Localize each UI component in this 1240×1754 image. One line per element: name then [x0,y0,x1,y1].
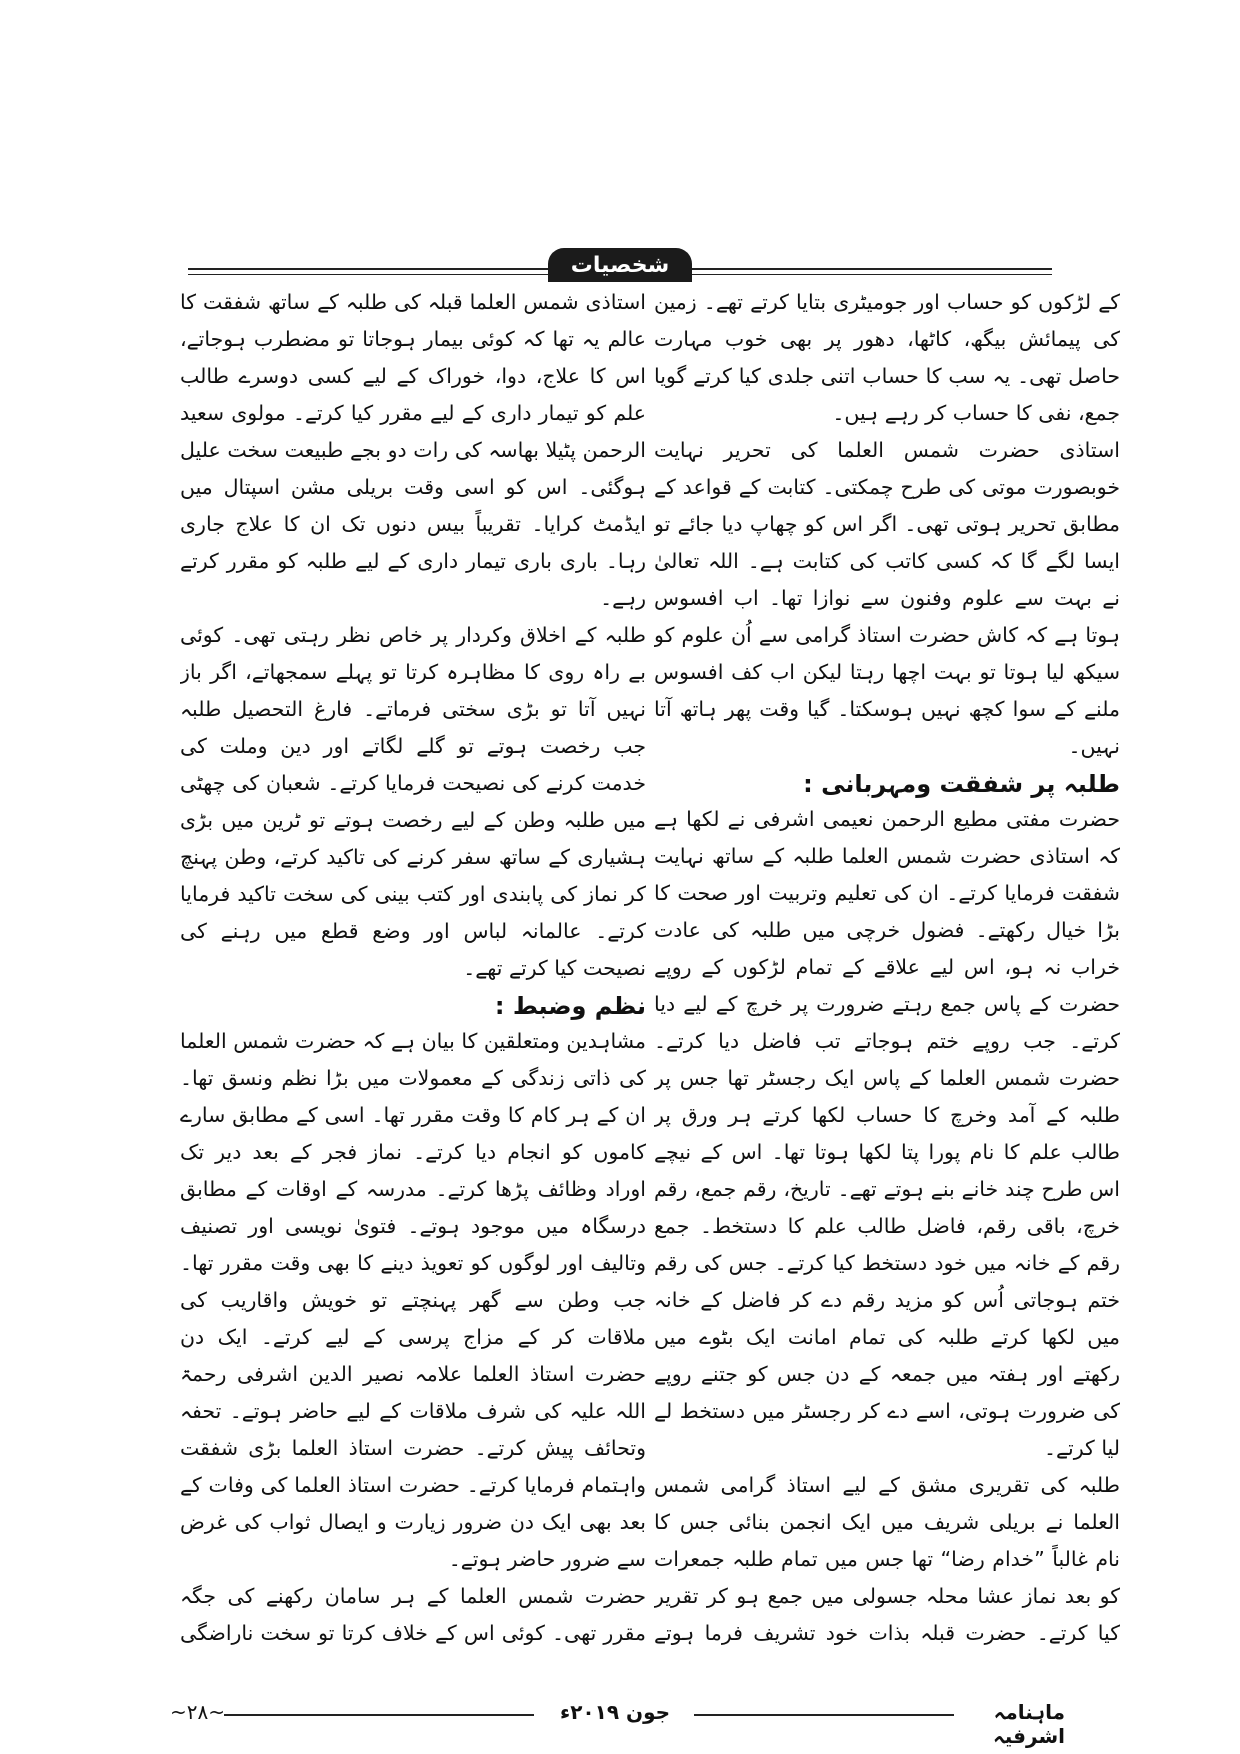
footer-magazine-name: ماہنامہ اشرفیہ [993,1700,1065,1748]
header-rule-right [692,268,1052,270]
paragraph: استاذی شمس العلما قبلہ کی طلبہ کے ساتھ شفقت کا عالم یہ تھا کہ کوئی بیمار ہوجاتا تو مضطرب ہوجاتے، اس کا علاج، دوا، خوراک کے لیے کسی دوسرے طالب علم کو تیمار داری کے لیے مقرر کیا کرتے۔ مولوی سعید الرحمن پٹیلا بھاسہ کی رات دو بجے طبیعت سخت علیل ہوگئی۔ اس کو اسی وقت بریلی مشن اسپتال میں ایڈمٹ کرایا۔ تقریباً بیس دنوں تک ان کا علاج جاری رہا۔ باری باری تیمار داری کے لیے طلبہ کو مقرر کرتے رہے۔ [180,290,646,610]
header-rule-right-thin [692,274,1052,275]
paragraph: طلبہ کے اخلاق وکردار پر خاص نظر رہتی تھی۔ کوئی بے راہ روی کا مظاہرہ کرتا تو پہلے سمجھاتے، اگر باز نہیں آتا تو بڑی سختی فرماتے۔ فارغ التحصیل طلبہ جب رخصت ہوتے تو گلے لگاتے اور دین وملت کی خدمت کرنے کی نصیحت فرمایا کرتے۔ شعبان کی چھٹی میں طلبہ وطن کے لیے رخصت ہوتے تو ٹرین میں بڑی ہشیاری کے ساتھ سفر کرنے کی تاکید کرتے، وطن پہنچ کر نماز کی پابندی اور کتب بینی کی سخت تاکید فرمایا کرتے۔ عالمانہ لباس اور وضع قطع میں رہنے کی نصیحت کیا کرتے تھے۔ [180,623,646,980]
paragraph: استاذی حضرت شمس العلما کی تحریر نہایت خوبصورت موتی کی طرح چمکتی۔ کتابت کے قواعد کے مطابق تحریر ہوتی تھی۔ اگر اس کو چھاپ دیا جائے تو ایسا لگے گا کہ کسی کاتب کی کتابت ہے۔ اللہ تعالیٰ نے بہت سے علوم وفنون سے نوازا تھا۔ اب افسوس ہوتا ہے کہ کاش حضرت استاذ گرامی سے اُن علوم کو سیکھ لیا ہوتا تو بہت اچھا رہتا لیکن اب کف افسوس ملنے کے سوا کچھ نہیں ہوسکتا۔ گیا وقت پھر ہاتھ آتا نہیں۔ [654,438,1120,758]
section-title: شخصیات [548,248,692,282]
paragraph: طلبہ کی تقریری مشق کے لیے استاذ گرامی شمس العلما نے بریلی شریف میں ایک انجمن بنائی جس کا نام غالباً ”خدام رضا“ تھا جس میں تمام طلبہ جمعرات کو بعد نماز عشا محلہ جسولی میں جمع ہو کر تقریر کیا کرتے۔ حضرت قبلہ بذات خود تشریف فرما ہوتے [654,1473,1120,1645]
right-column [654,284,1120,1654]
paragraph: مشاہدین ومتعلقین کا بیان ہے کہ حضرت شمس العلما کی ذاتی زندگی کے معمولات میں بڑا نظم ونسق تھا۔ ان کے ہر کام کا وقت مقرر تھا۔ اسی کے مطابق سارے کاموں کو انجام دیا کرتے۔ نماز فجر کے بعد دیر تک اوراد وظائف پڑھا کرتے۔ مدرسہ کے اوقات کے مطابق درسگاہ میں موجود ہوتے۔ فتویٰ نویسی اور تصنیف وتالیف اور لوگوں کو تعویذ دینے کا بھی وقت مقرر تھا۔ جب وطن سے گھر پہنچتے تو خویش واقاریب کی ملاقات کر کے مزاج پرسی کے لیے کرتے۔ ایک دن حضرت استاذ العلما علامہ نصیر الدین اشرفی رحمۃ اللہ علیہ کی شرف ملاقات کے لیے حاضر ہوتے۔ تحفہ وتحائف پیش کرتے۔ حضرت استاذ العلما بڑی شفقت واہتمام فرمایا کرتے۔ حضرت استاذ العلما کی وفات کے بعد بھی ایک دن ضرور زیارت و ایصال ثواب کی غرض سے ضرور حاضر ہوتے۔ [180,1029,646,1571]
page-number: ~۲۸~ [169,1700,225,1724]
paragraph: حضرت شمس العلما کے ہر سامان رکھنے کی جگہ مقرر تھی۔ کوئی اس کے خلاف کرتا تو سخت ناراضگی [180,1584,646,1645]
header-rule-left [188,268,548,270]
footer-rule-left [224,1714,534,1716]
footer-date: جون ۲۰۱۹ء [559,1700,671,1724]
footer-rule-right [694,1714,954,1716]
section-heading: نظم وضبط : [494,992,646,1020]
header-rule-left-thin [188,274,548,275]
paragraph: حضرت مفتی مطیع الرحمن نعیمی اشرفی نے لکھا ہے کہ استاذی حضرت شمس العلما طلبہ کے ساتھ نہایت شفقت فرمایا کرتے۔ ان کی تعلیم وتربیت اور صحت کا بڑا خیال رکھتے۔ فضول خرچی میں طلبہ کی عادت خراب نہ ہو، اس لیے علاقے کے تمام لڑکوں کے روپے حضرت کے پاس جمع رہتے ضرورت پر خرچ کے لیے دیا کرتے۔ جب روپے ختم ہوجاتے تب فاضل دیا کرتے۔ حضرت شمس العلما کے پاس ایک رجسٹر تھا جس پر طلبہ کے آمد وخرچ کا حساب لکھا کرتے ہر ورق پر طالب علم کا نام پورا پتا لکھا ہوتا تھا۔ اس کے نیچے اس طرح چند خانے بنے ہوتے تھے۔ تاریخ، رقم جمع، رقم خرچ، باقی رقم، فاضل طالب علم کا دستخط۔ جمع رقم کے خانہ میں خود دستخط کیا کرتے۔ جس کی رقم ختم ہوجاتی اُس کو مزید رقم دے کر فاضل کے خانہ میں لکھا کرتے طلبہ کی تمام امانت ایک بٹوے میں رکھتے اور ہفتہ میں جمعہ کے دن جس کو جتنے روپے کی ضرورت ہوتی، اسے دے کر رجسٹر میں دستخط لے لیا کرتے۔ [654,807,1120,1460]
left-column [180,284,646,1654]
paragraph: کے لڑکوں کو حساب اور جومیٹری بتایا کرتے تھے۔ زمین کی پیمائش بیگھ، کاٹھا، دھور پر بھی خوب مہارت حاصل تھی۔ یہ سب کا حساب اتنی جلدی کیا کرتے گویا جمع، نفی کا حساب کر رہے ہیں۔ [654,290,1120,425]
section-heading: طلبہ پر شفقت ومہربانی : [803,770,1120,798]
